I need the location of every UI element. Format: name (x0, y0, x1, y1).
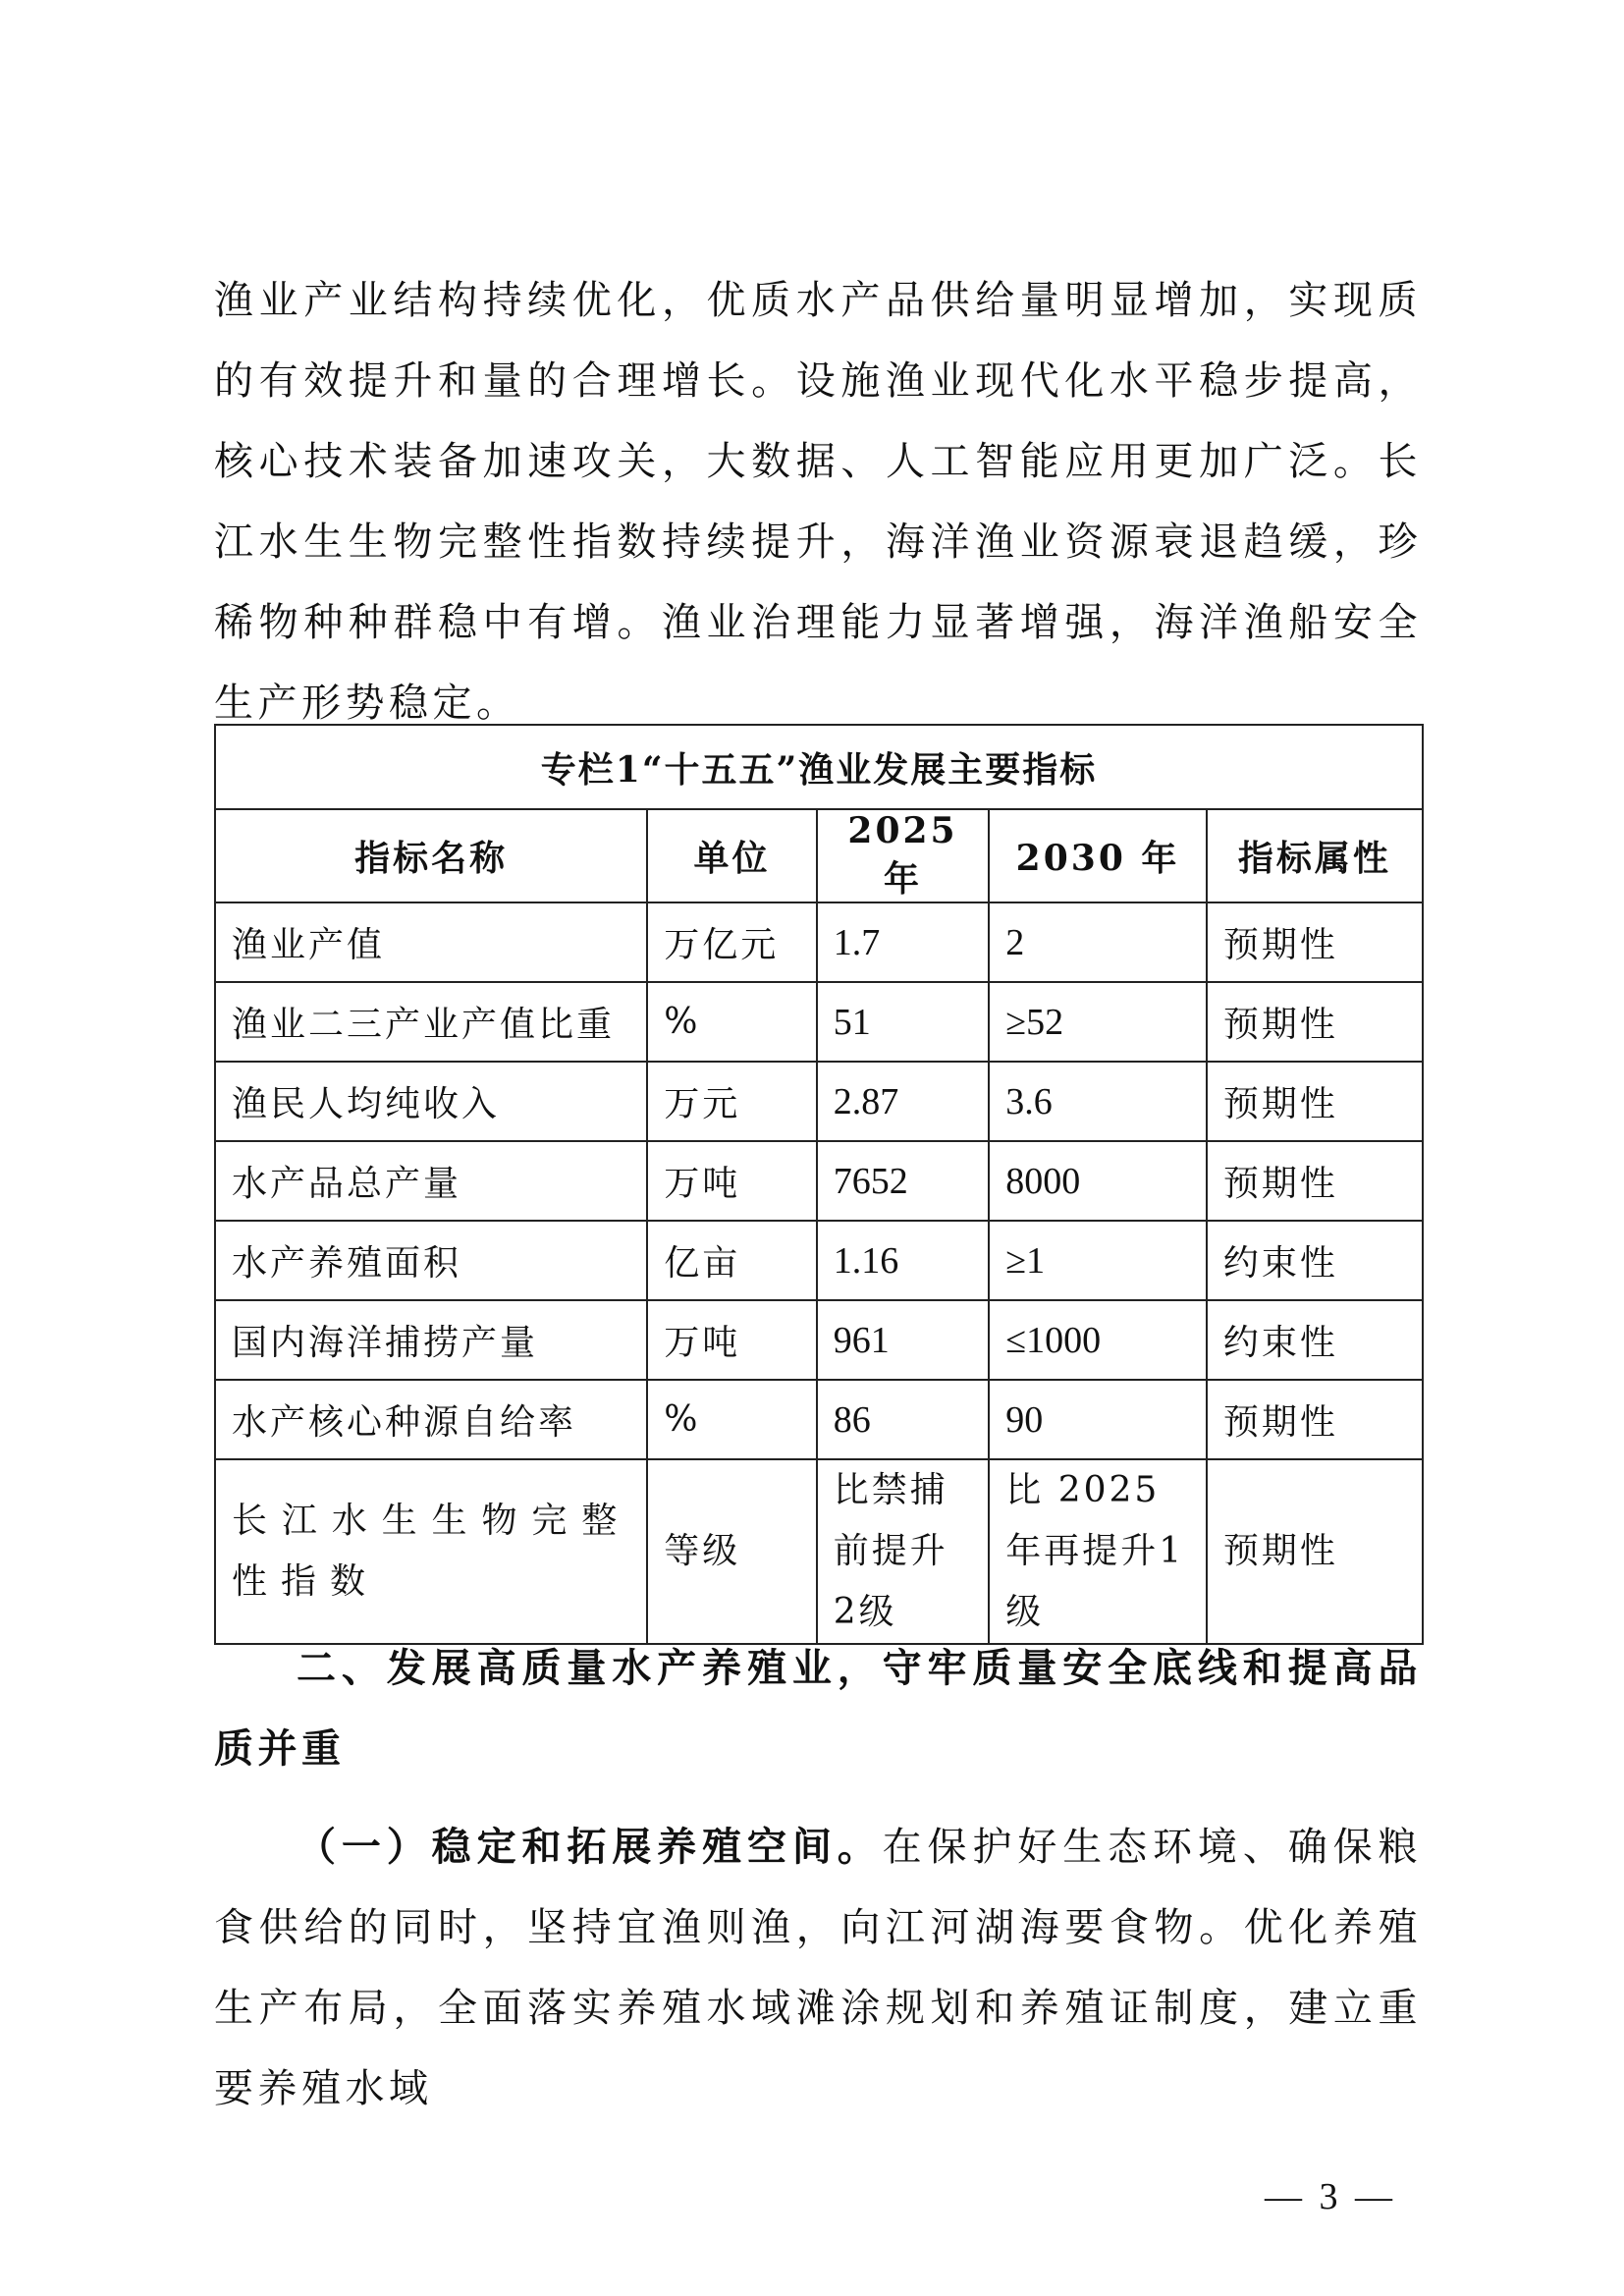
cell-unit: % (647, 1380, 817, 1459)
header-2025: 2025 年 (817, 809, 990, 902)
cell-attribute: 预期性 (1207, 982, 1423, 1062)
indicator-table (214, 724, 1424, 1645)
cell-unit: 万吨 (647, 1300, 817, 1380)
header-unit: 单位 (647, 809, 817, 902)
cell-2030: 8000 (989, 1141, 1207, 1221)
cell-attribute: 预期性 (1207, 1380, 1423, 1459)
cell-attribute: 预期性 (1207, 902, 1423, 982)
cell-attribute: 约束性 (1207, 1221, 1423, 1300)
table-title: 专栏1“十五五”渔业发展主要指标 (215, 725, 1423, 809)
cell-unit: 万吨 (647, 1141, 817, 1221)
cell-name: 国内海洋捕捞产量 (215, 1300, 647, 1380)
intro-paragraph: 渔业产业结构持续优化，优质水产品供给量明显增加，实现质的有效提升和量的合理增长。设施渔业现代化水平稳步提高，核心技术装备加速攻关，大数据、人工智能应用更加广泛。长江水生生物完整性指数持续提升，海洋渔业资源衰退趋缓，珍稀物种种群稳中有增。渔业治理能力显著增强，海洋渔船安全生产形势稳定。 (214, 278, 1422, 726)
cell-unit: 万亿元 (647, 902, 817, 982)
cell-name: 水产核心种源自给率 (215, 1380, 647, 1459)
cell-name: 长江水生生物完整性指数 (215, 1459, 647, 1644)
table-header-row (215, 809, 1423, 902)
cell-attribute: 预期性 (1207, 1141, 1423, 1221)
section-heading: 二、发展高质量水产养殖业，守牢质量安全底线和提高品质并重 (214, 1645, 1422, 1772)
table-row (215, 902, 1423, 982)
cell-attribute: 约束性 (1207, 1300, 1423, 1380)
cell-name: 水产养殖面积 (215, 1221, 647, 1300)
cell-unit: 等级 (647, 1459, 817, 1644)
cell-2030: 比 2025 年再提升1级 (989, 1459, 1207, 1644)
cell-2025: 86 (817, 1380, 990, 1459)
subsection-lead: （一）稳定和拓展养殖空间。 (297, 1824, 883, 1870)
cell-name: 渔业产值 (215, 902, 647, 982)
page-number: — 3 — (1265, 2176, 1396, 2217)
cell-2030: 2 (989, 902, 1207, 982)
cell-2025: 1.7 (817, 902, 990, 982)
cell-2025: 961 (817, 1300, 990, 1380)
header-attribute: 指标属性 (1207, 809, 1423, 902)
table-row (215, 1221, 1423, 1300)
subsection-paragraph (214, 1807, 1422, 2129)
cell-2030: 90 (989, 1380, 1207, 1459)
cell-attribute: 预期性 (1207, 1459, 1423, 1644)
cell-2030: 3.6 (989, 1062, 1207, 1141)
table-row (215, 1459, 1423, 1644)
table-row (215, 1141, 1423, 1221)
cell-2025: 2.87 (817, 1062, 990, 1141)
table-row (215, 1062, 1423, 1141)
cell-2025: 51 (817, 982, 990, 1062)
cell-2030: ≥1 (989, 1221, 1207, 1300)
cell-unit: 亿亩 (647, 1221, 817, 1300)
table-title-row (215, 725, 1423, 809)
cell-2025: 7652 (817, 1141, 990, 1221)
subsection-text: 在保护好生态环境、确保粮食供给的同时，坚持宜渔则渔，向江河湖海要食物。优化养殖生产布局，全面落实养殖水域滩涂规划和养殖证制度，建立重要养殖水域 (214, 1825, 1423, 2111)
cell-unit: % (647, 982, 817, 1062)
cell-attribute: 预期性 (1207, 1062, 1423, 1141)
cell-name: 渔业二三产业产值比重 (215, 982, 647, 1062)
table-row (215, 1380, 1423, 1459)
cell-2025: 比禁捕前提升2级 (817, 1459, 990, 1644)
cell-unit: 万元 (647, 1062, 817, 1141)
table-row (215, 1300, 1423, 1380)
cell-name: 渔民人均纯收入 (215, 1062, 647, 1141)
header-2030: 2030 年 (989, 809, 1207, 902)
header-indicator-name: 指标名称 (215, 809, 647, 902)
table-row (215, 982, 1423, 1062)
cell-2030: ≥52 (989, 982, 1207, 1062)
cell-name: 水产品总产量 (215, 1141, 647, 1221)
cell-2030: ≤1000 (989, 1300, 1207, 1380)
cell-2025: 1.16 (817, 1221, 990, 1300)
